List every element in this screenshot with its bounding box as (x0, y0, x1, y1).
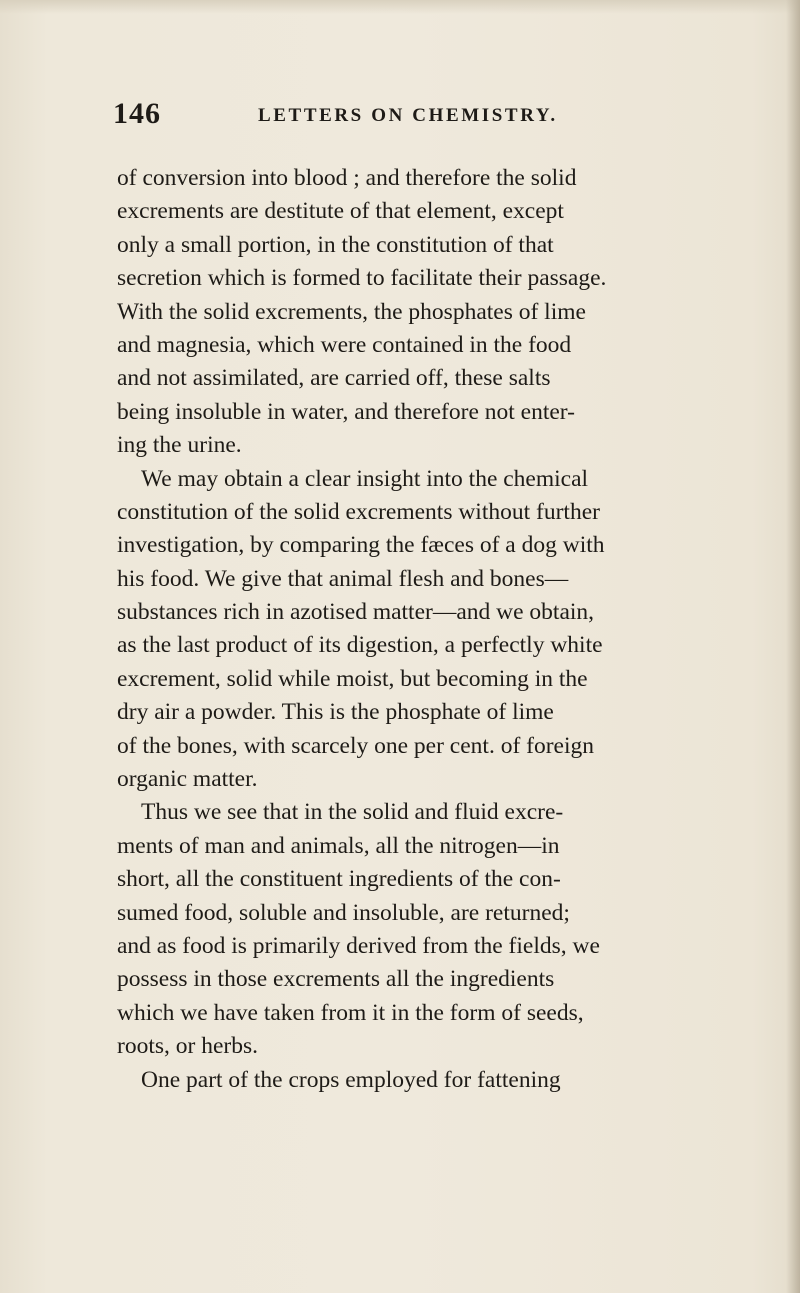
text-line: ments of man and animals, all the nitrogen—in (117, 832, 560, 859)
text-line: With the solid excrements, the phosphates of lime (117, 298, 586, 325)
page-number: 146 (113, 97, 161, 130)
text-line: of conversion into blood ; and therefore the solid (117, 165, 577, 191)
paragraph-start-line: Thus we see that in the solid and fluid excre- (141, 799, 564, 826)
paragraph-start-line: We may obtain a clear insight into the chemical (141, 465, 589, 492)
text-line: short, all the constituent ingredients of the con- (117, 866, 561, 893)
text-line: excrement, solid while moist, but becoming in the (117, 665, 588, 692)
text-line: roots, or herbs. (117, 1033, 258, 1060)
text-line: investigation, by comparing the fæces of a dog with (117, 532, 605, 559)
text-line: and magnesia, which were contained in the food (117, 331, 572, 358)
text-line: of the bones, with scarcely one per cent. of foreign (117, 732, 594, 759)
text-line: sumed food, soluble and insoluble, are returned; (117, 899, 570, 926)
text-line: dry air a powder. This is the phosphate of lime (117, 699, 554, 726)
text-line: substances rich in azotised matter—and we obtain, (117, 599, 595, 626)
text-line: possess in those excrements all the ingredients (117, 966, 555, 993)
text-line: organic matter. (117, 766, 258, 793)
text-line: ing the urine. (117, 432, 242, 459)
text-line: his food. We give that animal flesh and bones— (117, 565, 569, 592)
page-top-shadow (0, 0, 800, 14)
text-line: and not assimilated, are carried off, these salts (117, 365, 551, 392)
text-line: only a small portion, in the constitution of that (117, 231, 554, 258)
text-line: secretion which is formed to facilitate their passage. (117, 265, 607, 292)
text-line: which we have taken from it in the form of seeds, (117, 999, 584, 1026)
text-line: as the last product of its digestion, a perfectly white (117, 632, 603, 659)
text-line: excrements are destitute of that element, except (117, 198, 564, 225)
text-line: constitution of the solid excrements without further (117, 498, 600, 525)
body-text (117, 162, 797, 1097)
running-head: LETTERS ON CHEMISTRY. (258, 105, 558, 126)
paragraph-start-line: One part of the crops employed for fattening (141, 1066, 561, 1093)
text-line: being insoluble in water, and therefore not enter- (117, 398, 575, 425)
text-line: and as food is primarily derived from the fields, we (117, 932, 600, 959)
page-header (113, 94, 713, 134)
